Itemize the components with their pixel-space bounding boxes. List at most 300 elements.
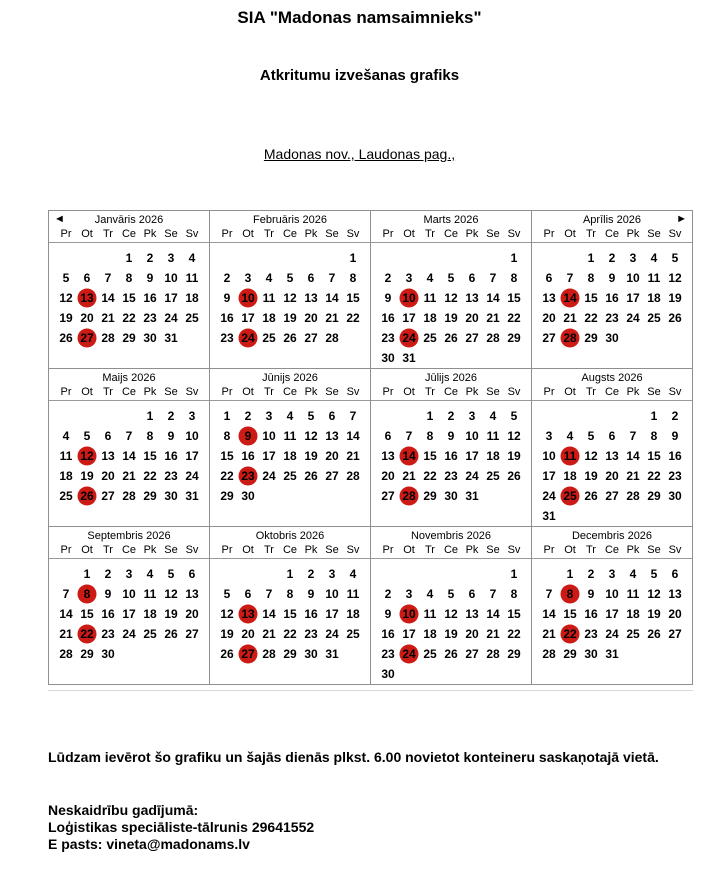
day-cell [644, 564, 665, 584]
day-number: 9 [608, 271, 616, 285]
day-number: 22 [584, 311, 598, 325]
day-cell [441, 268, 462, 288]
day-cell [182, 624, 203, 644]
day-cell [119, 308, 140, 328]
day-number: 11 [423, 291, 437, 305]
weekday-label: Pk [143, 386, 157, 398]
weekday-label: Ot [242, 386, 254, 398]
day-cell [98, 328, 119, 348]
day-number: 27 [465, 647, 479, 661]
day-cell [343, 624, 364, 644]
day-cell [217, 466, 238, 486]
calendar-bottom-divider [48, 690, 693, 691]
day-cell [602, 486, 623, 506]
month-title-row [210, 372, 370, 385]
day-cell [581, 426, 602, 446]
weekday-label: Se [647, 228, 661, 240]
day-number: 4 [349, 567, 357, 581]
weekday-label: Ot [403, 386, 415, 398]
day-number: 24 [465, 469, 479, 483]
day-cell [504, 308, 525, 328]
day-cell [343, 308, 364, 328]
weekday-label: Sv [507, 386, 521, 398]
day-number: 13 [325, 429, 339, 443]
day-cell [665, 564, 686, 584]
empty-day-cell [259, 564, 280, 584]
day-cell [56, 288, 77, 308]
day-cell-collection [238, 426, 259, 446]
day-number: 18 [59, 469, 73, 483]
weekday-label: Se [486, 544, 500, 556]
day-number: 6 [384, 429, 392, 443]
day-cell [623, 268, 644, 288]
empty-day-cell [119, 406, 140, 426]
weekday-header-row [49, 385, 209, 401]
empty-day-cell [98, 248, 119, 268]
day-number: 29 [80, 647, 94, 661]
month-title: Decembris 2026 [571, 530, 653, 542]
day-number: 4 [286, 409, 294, 423]
day-cell [504, 564, 525, 584]
day-number: 29 [220, 489, 234, 503]
day-number: 1 [146, 409, 154, 423]
day-cell [581, 466, 602, 486]
day-cell [140, 564, 161, 584]
day-cell-collection [77, 328, 98, 348]
day-cell [462, 446, 483, 466]
month-title-row [371, 372, 531, 385]
day-cell [602, 584, 623, 604]
month-title-row [532, 372, 692, 385]
day-number: 3 [608, 567, 616, 581]
day-cell [504, 604, 525, 624]
day-cell [343, 466, 364, 486]
day-cell [182, 248, 203, 268]
empty-day-cell [441, 564, 462, 584]
day-cell [280, 584, 301, 604]
day-number: 10 [185, 429, 199, 443]
day-cell [441, 308, 462, 328]
day-number: 22 [220, 469, 234, 483]
day-cell [322, 426, 343, 446]
month-panel-5 [49, 369, 210, 527]
day-cell [644, 604, 665, 624]
day-number: 10 [164, 271, 178, 285]
day-cell [644, 406, 665, 426]
day-number: 12 [507, 429, 521, 443]
day-number: 28 [122, 489, 136, 503]
weekday-label: Sv [185, 544, 199, 556]
day-cell [259, 446, 280, 466]
day-cell [378, 426, 399, 446]
day-number: 13 [605, 449, 619, 463]
day-cell [602, 268, 623, 288]
day-number: 28 [486, 647, 500, 661]
empty-day-cell [539, 406, 560, 426]
month-title: Marts 2026 [423, 214, 479, 226]
day-cell [504, 624, 525, 644]
day-cell [280, 288, 301, 308]
day-number: 7 [405, 429, 413, 443]
day-number: 1 [223, 409, 231, 423]
day-number: 24 [262, 469, 276, 483]
day-number: 31 [185, 489, 199, 503]
day-number: 11 [647, 271, 661, 285]
dates-grid [371, 406, 531, 506]
day-cell [623, 248, 644, 268]
day-number: 16 [101, 607, 115, 621]
day-cell [140, 624, 161, 644]
day-number: 14 [59, 607, 73, 621]
day-number: 30 [584, 647, 598, 661]
day-cell [280, 624, 301, 644]
day-cell [301, 584, 322, 604]
page-title: SIA "Madonas namsaimnieks" [237, 8, 482, 27]
month-panel-4 [532, 211, 693, 369]
weekday-label: Pk [465, 386, 479, 398]
month-title-row [532, 214, 692, 227]
day-number: 5 [510, 409, 518, 423]
day-cell [623, 584, 644, 604]
day-cell [581, 584, 602, 604]
day-cell [259, 308, 280, 328]
day-cell [119, 486, 140, 506]
empty-day-cell [539, 564, 560, 584]
day-cell [441, 584, 462, 604]
prev-month-icon[interactable]: ◄ [54, 213, 65, 225]
weekday-header-row [532, 385, 692, 401]
day-cell [399, 268, 420, 288]
day-cell [259, 644, 280, 664]
day-number: 16 [164, 449, 178, 463]
day-cell [623, 624, 644, 644]
weekday-label: Pr [221, 386, 233, 398]
weekday-label: Sv [346, 544, 360, 556]
day-cell-collection [399, 644, 420, 664]
day-number: 11 [626, 587, 640, 601]
day-cell [322, 288, 343, 308]
day-cell [581, 446, 602, 466]
day-cell [623, 564, 644, 584]
day-number: 25 [185, 311, 199, 325]
day-number: 27 [325, 469, 339, 483]
day-number: 21 [542, 627, 556, 641]
empty-day-cell [560, 248, 581, 268]
day-cell [161, 248, 182, 268]
month-title-row [371, 214, 531, 227]
day-cell [140, 486, 161, 506]
day-cell [539, 328, 560, 348]
day-number: 2 [447, 409, 455, 423]
month-title: Februāris 2026 [253, 214, 327, 226]
weekday-label: Ce [282, 386, 298, 398]
empty-day-cell [560, 406, 581, 426]
weekday-label: Tr [586, 544, 596, 556]
day-number: 21 [486, 311, 500, 325]
day-cell [462, 288, 483, 308]
empty-day-cell [539, 248, 560, 268]
day-cell [140, 406, 161, 426]
day-cell [140, 288, 161, 308]
month-title: Maijs 2026 [102, 372, 156, 384]
day-number: 27 [101, 489, 115, 503]
day-cell [665, 406, 686, 426]
day-number: 13 [465, 607, 479, 621]
day-cell-collection [238, 328, 259, 348]
day-number: 14 [486, 607, 500, 621]
day-number: 13 [241, 607, 255, 621]
empty-day-cell [399, 564, 420, 584]
day-number: 20 [465, 311, 479, 325]
day-cell-collection [399, 446, 420, 466]
day-cell [602, 308, 623, 328]
day-number: 31 [542, 509, 556, 523]
day-number: 11 [346, 587, 360, 601]
weekday-label: Ot [564, 386, 576, 398]
day-cell [539, 268, 560, 288]
day-cell [539, 584, 560, 604]
weekday-label: Pk [143, 228, 157, 240]
next-month-icon[interactable]: ► [676, 213, 687, 225]
day-cell [259, 584, 280, 604]
weekday-label: Se [486, 228, 500, 240]
month-title-row [210, 214, 370, 227]
day-number: 11 [185, 271, 199, 285]
day-number: 28 [262, 647, 276, 661]
day-number: 1 [587, 251, 595, 265]
weekday-label: Se [164, 544, 178, 556]
month-title-row [532, 530, 692, 543]
day-cell [119, 446, 140, 466]
day-number: 5 [447, 271, 455, 285]
day-cell [140, 466, 161, 486]
day-number: 8 [566, 587, 574, 601]
day-cell [462, 624, 483, 644]
weekday-label: Ot [242, 228, 254, 240]
day-number: 24 [402, 331, 416, 345]
day-cell [238, 584, 259, 604]
day-cell [56, 446, 77, 466]
day-number: 25 [59, 489, 73, 503]
day-number: 29 [423, 489, 437, 503]
day-cell [301, 268, 322, 288]
day-cell [217, 624, 238, 644]
day-cell [217, 644, 238, 664]
day-cell [301, 604, 322, 624]
day-number: 25 [486, 469, 500, 483]
month-panel-6 [210, 369, 371, 527]
day-cell [623, 288, 644, 308]
day-number: 13 [304, 291, 318, 305]
day-cell [420, 308, 441, 328]
day-cell [217, 604, 238, 624]
day-number: 26 [164, 627, 178, 641]
day-number: 22 [507, 627, 521, 641]
day-number: 8 [286, 587, 294, 601]
day-cell [441, 604, 462, 624]
day-cell [462, 426, 483, 446]
day-cell [539, 308, 560, 328]
weekday-label: Sv [668, 228, 682, 240]
day-number: 20 [381, 469, 395, 483]
day-number: 18 [143, 607, 157, 621]
day-number: 3 [265, 409, 273, 423]
day-number: 23 [381, 647, 395, 661]
month-title: Jūlijs 2026 [425, 372, 477, 384]
weekday-label: Pk [626, 544, 640, 556]
day-cell [378, 486, 399, 506]
day-cell [560, 268, 581, 288]
day-number: 11 [143, 587, 157, 601]
month-panel-7 [371, 369, 532, 527]
day-number: 29 [507, 331, 521, 345]
day-cell-collection [77, 486, 98, 506]
day-cell [504, 328, 525, 348]
weekday-label: Se [164, 386, 178, 398]
day-number: 24 [164, 311, 178, 325]
day-number: 8 [349, 271, 357, 285]
day-cell [378, 328, 399, 348]
day-cell [602, 288, 623, 308]
day-cell [420, 624, 441, 644]
day-number: 6 [671, 567, 679, 581]
day-number: 18 [283, 449, 297, 463]
day-cell [56, 486, 77, 506]
day-number: 26 [444, 331, 458, 345]
day-cell [602, 644, 623, 664]
day-cell [161, 466, 182, 486]
day-cell [343, 604, 364, 624]
day-cell [343, 446, 364, 466]
day-cell [182, 604, 203, 624]
day-cell [140, 308, 161, 328]
day-number: 27 [605, 489, 619, 503]
day-number: 26 [80, 489, 94, 503]
day-number: 10 [542, 449, 556, 463]
day-cell [182, 288, 203, 308]
day-cell [623, 426, 644, 446]
day-number: 24 [241, 331, 255, 345]
day-cell [644, 248, 665, 268]
day-cell [665, 584, 686, 604]
day-cell [602, 564, 623, 584]
weekday-label: Se [325, 386, 339, 398]
weekday-label: Pk [143, 544, 157, 556]
day-cell-collection [77, 624, 98, 644]
day-number: 4 [426, 271, 434, 285]
day-number: 6 [468, 271, 476, 285]
day-cell [259, 288, 280, 308]
day-number: 30 [668, 489, 682, 503]
day-number: 29 [647, 489, 661, 503]
day-number: 16 [605, 291, 619, 305]
day-cell [378, 446, 399, 466]
weekday-label: Ce [121, 386, 137, 398]
day-cell [119, 584, 140, 604]
empty-day-cell [462, 248, 483, 268]
day-number: 18 [423, 311, 437, 325]
weekday-label: Pr [382, 544, 394, 556]
weekday-label: Tr [103, 228, 113, 240]
day-number: 3 [405, 271, 413, 285]
day-cell [56, 604, 77, 624]
day-cell [581, 288, 602, 308]
weekday-label: Tr [264, 544, 274, 556]
day-cell [420, 486, 441, 506]
day-number: 27 [542, 331, 556, 345]
day-cell [280, 308, 301, 328]
day-number: 14 [542, 607, 556, 621]
day-number: 24 [626, 311, 640, 325]
day-number: 22 [143, 469, 157, 483]
month-panel-12 [532, 527, 693, 685]
day-number: 10 [402, 607, 416, 621]
day-cell [98, 268, 119, 288]
day-cell [644, 288, 665, 308]
day-number: 1 [650, 409, 658, 423]
day-number: 6 [83, 271, 91, 285]
day-cell [399, 348, 420, 368]
day-cell [119, 268, 140, 288]
day-cell [665, 308, 686, 328]
weekday-label: Sv [507, 544, 521, 556]
day-cell [98, 644, 119, 664]
day-cell [504, 288, 525, 308]
day-number: 23 [381, 331, 395, 345]
dates-grid [49, 248, 209, 348]
day-number: 22 [507, 311, 521, 325]
day-cell [280, 328, 301, 348]
day-cell [441, 446, 462, 466]
day-number: 13 [185, 587, 199, 601]
day-cell [280, 644, 301, 664]
day-cell [280, 446, 301, 466]
day-cell [623, 466, 644, 486]
day-number: 3 [328, 567, 336, 581]
day-cell [119, 426, 140, 446]
day-cell [665, 248, 686, 268]
weekday-label: Sv [346, 228, 360, 240]
day-number: 29 [122, 331, 136, 345]
day-number: 10 [325, 587, 339, 601]
day-cell-collection [238, 644, 259, 664]
day-number: 14 [346, 429, 360, 443]
day-number: 17 [402, 627, 416, 641]
day-cell-collection [399, 328, 420, 348]
day-number: 7 [489, 587, 497, 601]
day-number: 9 [244, 429, 252, 443]
day-number: 10 [465, 429, 479, 443]
contact-heading: Neskaidrību gadījumā: [48, 802, 199, 818]
day-number: 16 [381, 627, 395, 641]
day-number: 9 [587, 587, 595, 601]
day-number: 12 [59, 291, 73, 305]
empty-day-cell [581, 406, 602, 426]
day-cell [378, 664, 399, 684]
day-cell [119, 564, 140, 584]
day-number: 30 [164, 489, 178, 503]
day-cell [623, 486, 644, 506]
day-number: 26 [59, 331, 73, 345]
day-number: 26 [668, 311, 682, 325]
weekday-label: Ot [564, 228, 576, 240]
day-cell [98, 564, 119, 584]
weekday-header-row [210, 385, 370, 401]
weekday-label: Ot [564, 544, 576, 556]
day-cell [56, 644, 77, 664]
day-cell [161, 328, 182, 348]
day-cell [560, 564, 581, 584]
